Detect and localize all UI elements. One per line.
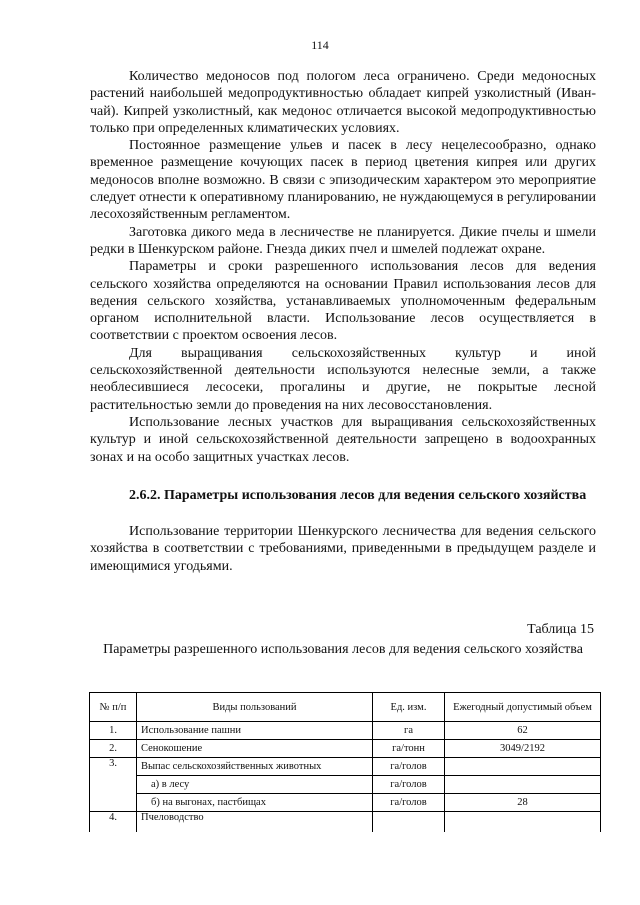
paragraph-parameters: Параметры и сроки разрешенного использования лесов для ведения сельского хозяйства определяются на основании Правил использования лесов для ведения сельского хозяйства, устанавливаемых уполномоченным федеральным органом исполнительной власти. Использование лесов осуществляется в соответствии с проектом освоения лесов.	[90, 259, 596, 344]
paragraph-apiaries: Постоянное размещение ульев и пасек в лесу нецелесообразно, однако временное размещение кочующих пасек в период цветения кипрея или других медоносов вполне возможно. В связи с эпизодическим характером это мероприятие следует отнести к оперативному планированию, не нуждающемуся в регулировании лесохозяйственным регламентом.	[90, 138, 596, 223]
table-number: Таблица 15	[527, 622, 594, 637]
cell-unit: га/голов	[373, 776, 445, 794]
paragraph-honey-plants: Количество медоносов под пологом леса ограничено. Среди медоносных растений наибольшей медопродуктивностью обладает кипрей узколистный (Иван-чай). Кипрей узколистный, как медонос отличается высокой медопродуктивностью только при определенных климатических условиях.	[90, 69, 596, 136]
cell-number: 2.	[90, 740, 137, 758]
cell-volume: 3049/2192	[445, 740, 601, 758]
table-header-row	[90, 693, 601, 722]
cell-unit: га/голов	[373, 794, 445, 812]
body-text	[90, 68, 596, 575]
cell-number: 4.	[90, 812, 137, 833]
cell-volume	[445, 812, 601, 833]
cell-volume	[445, 776, 601, 794]
paragraph-wild-honey: Заготовка дикого меда в лесничестве не планируется. Дикие пчелы и шмели редки в Шенкурском районе. Гнезда диких пчел и шмелей подлежат охране.	[90, 224, 596, 257]
table-row	[90, 722, 601, 740]
cell-kind: б) на выгонах, пастбищах	[137, 794, 373, 812]
cell-kind: Сенокошение	[137, 740, 373, 758]
table-row	[90, 776, 601, 794]
cell-unit: га/тонн	[373, 740, 445, 758]
table-row	[90, 740, 601, 758]
cell-kind: Использование пашни	[137, 722, 373, 740]
cell-kind: а) в лесу	[137, 776, 373, 794]
parameters-table	[89, 692, 601, 832]
cell-number: 1.	[90, 722, 137, 740]
cell-volume: 62	[445, 722, 601, 740]
paragraph-prohibition: Использование лесных участков для выращивания сельскохозяйственных культур и иной сельскохозяйственной деятельности запрещено в водоохранных зонах и на особо защитных участках лесов.	[90, 414, 596, 465]
cell-unit: га/голов	[373, 758, 445, 776]
header-number: № п/п	[90, 693, 137, 722]
cell-volume: 28	[445, 794, 601, 812]
cell-unit: га	[373, 722, 445, 740]
table-row	[90, 794, 601, 812]
section-heading: 2.6.2. Параметры использования лесов для ведения сельского хозяйства	[129, 487, 587, 503]
table-row	[90, 812, 601, 833]
cell-kind: Пчеловодство	[137, 812, 373, 833]
cell-kind: Выпас сельскохозяйственных животных	[137, 758, 373, 776]
table-title: Параметры разрешенного использования лесов для ведения сельского хозяйства	[103, 642, 583, 657]
header-kind: Виды пользований	[137, 693, 373, 722]
cell-number: 3.	[90, 758, 137, 812]
paragraph-non-forest-lands: Для выращивания сельскохозяйственных культур и иной сельскохозяйственной деятельности используются нелесные земли, а также необлесившиеся лесосеки, прогалины и другие, не покрытые лесной растительностью земли до проведения на них лесовосстановления.	[90, 345, 596, 413]
header-unit: Ед. изм.	[373, 693, 445, 722]
page-number: 114	[311, 38, 329, 52]
cell-volume	[445, 758, 601, 776]
cell-unit	[373, 812, 445, 833]
intro-paragraph: Использование территории Шенкурского лесничества для ведения сельского хозяйства в соответствии с требованиями, приведенными в предыдущем разделе и имеющимися угодьями.	[90, 524, 596, 574]
header-volume: Ежегодный допустимый объем	[445, 693, 601, 722]
table-row	[90, 758, 601, 776]
